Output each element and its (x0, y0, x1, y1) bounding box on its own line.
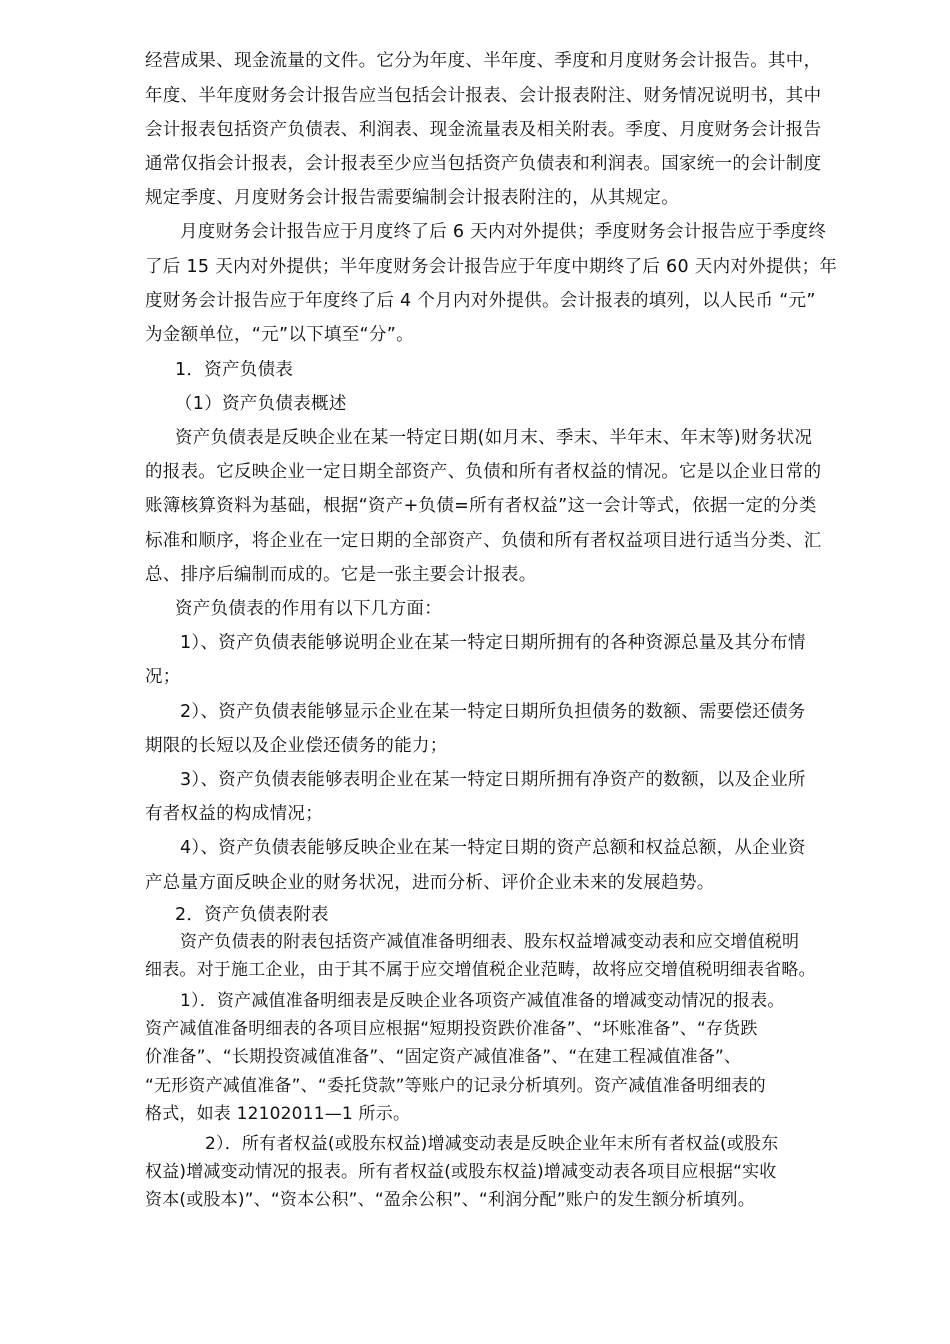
text-line: 3）、资产负债表能够表明企业在某一特定日期所拥有净资产的数额，以及企业所 (180, 770, 806, 790)
text-line: 产总量方面反映企业的财务状况，进而分析、评价企业未来的发展趋势。 (145, 873, 715, 893)
text-line: 了后 15 天内对外提供；半年度财务会计报告应于年度中期终了后 60 天内对外提供；年 (145, 257, 838, 277)
text-line: 4）、资产负债表能够反映企业在某一特定日期的资产总额和权益总额，从企业资 (180, 838, 806, 858)
text-line: 月度财务会计报告应于月度终了后 6 天内对外提供；季度财务会计报告应于季度终 (180, 222, 827, 242)
text-line: 2）、资产负债表能够显示企业在某一特定日期所负担债务的数额、需要偿还债务 (180, 702, 806, 722)
section-heading-attachments: 2．资产负债表附表 (175, 905, 329, 925)
text-line: 权益)增减变动情况的报表。所有者权益(或股东权益)增减变动表各项目应根据“实收 (145, 1162, 777, 1182)
paragraph-functions-intro: 资产负债表的作用有以下几方面： (175, 599, 442, 619)
text-line: 1）．资产减值准备明细表是反映企业各项资产减值准备的增减变动情况的报表。 (180, 991, 785, 1011)
text-line: 1）、资产负债表能够说明企业在某一特定日期所拥有的各种资源总量及其分布情 (180, 633, 806, 653)
text-line: 为金额单位，“元”以下填至“分”。 (145, 325, 414, 345)
text-line: 格式，如表 12102011—1 所示。 (145, 1104, 411, 1124)
text-line: 价准备”、“长期投资减值准备”、“固定资产减值准备”、“在建工程减值准备”、 (145, 1047, 742, 1067)
text-line: 资产负债表的附表包括资产减值准备明细表、股东权益增减变动表和应交增值税明 (180, 932, 800, 952)
text-line: 年度、半年度财务会计报告应当包括会计报表、会计报表附注、财务情况说明书，其中 (145, 86, 822, 106)
text-line: 会计报表包括资产负债表、利润表、现金流量表及相关附表。季度、月度财务会计报告 (145, 120, 822, 140)
text-line: 标准和顺序，将企业在一定日期的全部资产、负债和所有者权益项目进行适当分类、汇 (145, 531, 822, 551)
text-line: “无形资产减值准备”、“委托贷款”等账户的记录分析填列。资产减值准备明细表的 (145, 1076, 766, 1096)
text-line: 资本(或股本)”、“资本公积”、“盈余公积”、“利润分配”账户的发生额分析填列。 (145, 1190, 755, 1210)
text-line: 况； (145, 667, 181, 687)
text-line: 度财务会计报告应于年度终了后 4 个月内对外提供。会计报表的填列，以人民币 “元” (145, 291, 816, 311)
text-line: 规定季度、月度财务会计报告需要编制会计报表附注的，从其规定。 (145, 188, 679, 208)
text-line: 期限的长短以及企业偿还债务的能力； (145, 736, 448, 756)
text-line: 的报表。它反映企业一定日期全部资产、负债和所有者权益的情况。它是以企业日常的 (145, 462, 822, 482)
text-line: 通常仅指会计报表，会计报表至少应当包括资产负债表和利润表。国家统一的会计制度 (145, 154, 822, 174)
text-line: 资产负债表是反映企业在某一特定日期(如月末、季末、半年末、年末等)财务状况 (175, 428, 813, 448)
text-line: 资产减值准备明细表的各项目应根据“短期投资跌价准备”、“坏账准备”、“存货跌 (145, 1019, 758, 1039)
section-heading-balance-sheet: 1．资产负债表 (175, 360, 294, 380)
text-line: 账簿核算资料为基础，根据“资产+负债=所有者权益”这一会计等式，依据一定的分类 (145, 496, 817, 516)
text-line: 经营成果、现金流量的文件。它分为年度、半年度、季度和月度财务会计报告。其中， (145, 51, 822, 71)
text-line: 有者权益的构成情况； (145, 804, 323, 824)
text-line: 总、排序后编制而成的。它是一张主要会计报表。 (145, 565, 537, 585)
subsection-heading-overview: （1）资产负债表概述 (175, 394, 347, 414)
text-line: 细表。对于施工企业，由于其不属于应交增值税企业范畴，故将应交增值税明细表省略。 (145, 960, 816, 980)
text-line: 2）．所有者权益(或股东权益)增减变动表是反映企业年末所有者权益(或股东 (205, 1134, 779, 1154)
